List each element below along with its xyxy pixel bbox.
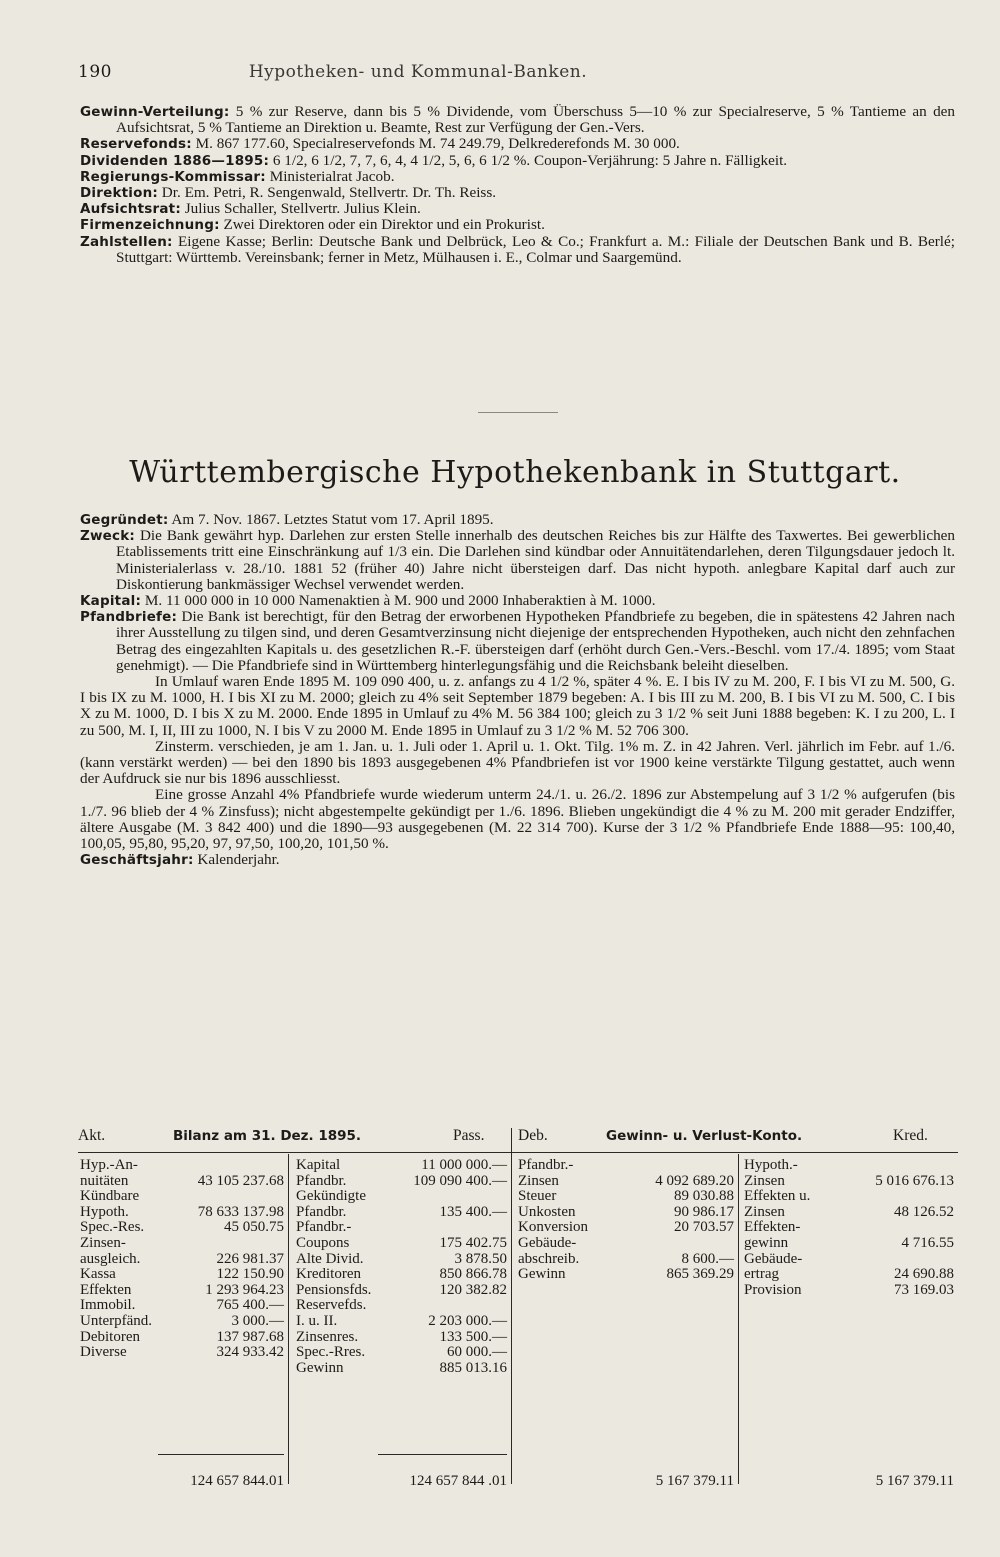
- guv-kredit: [744, 1158, 954, 1298]
- debet-item: Gebäude-: [518, 1234, 577, 1251]
- kredit-item: Hypoth.-: [744, 1157, 798, 1173]
- aktiva-amount: 122 150.90: [216, 1266, 284, 1283]
- aktiva-item: Immobil.: [80, 1297, 136, 1314]
- previous-bank-label: Gewinn-Verteilung:: [80, 104, 230, 120]
- kredit-row: [744, 1189, 954, 1205]
- aktiva-amount: 765 400.—: [216, 1297, 284, 1314]
- aktiva-item: Hypoth.: [80, 1203, 129, 1220]
- bank-entry: [80, 512, 955, 528]
- passiva-row: [296, 1330, 507, 1346]
- running-title: Hypotheken- und Kommunal-Banken.: [248, 62, 588, 82]
- debet-total: 5 167 379.11: [655, 1473, 734, 1489]
- previous-bank-section: [80, 104, 955, 266]
- kredit-item: ertrag: [744, 1266, 779, 1283]
- debet-row: [518, 1220, 734, 1236]
- financial-statements: [78, 1128, 958, 1508]
- previous-bank-entry: [80, 169, 955, 185]
- passiva-item: Kapital: [296, 1157, 341, 1173]
- aktiva-row: [80, 1252, 284, 1268]
- aktiva-item: Effekten: [80, 1281, 132, 1298]
- bank-label: Pfandbriefe:: [80, 609, 178, 626]
- passiva-item: Coupons: [296, 1234, 350, 1251]
- debet-item: Konversion: [518, 1219, 588, 1236]
- previous-bank-entry: [80, 185, 955, 201]
- aktiva-item: Unterpfänd.: [80, 1312, 153, 1329]
- passiva-row: [296, 1205, 507, 1221]
- section-divider: [478, 412, 558, 413]
- bank-entry: [80, 593, 955, 609]
- aktiva-row: [80, 1205, 284, 1221]
- bank-entry: [80, 609, 955, 674]
- page-header: [78, 62, 948, 86]
- passiva-item: Reservefds.: [296, 1297, 367, 1314]
- debet-amount: 90 986.17: [674, 1203, 734, 1220]
- kredit-row: [744, 1283, 954, 1299]
- kredit-row: [744, 1158, 954, 1174]
- debet-amount: 8 600.—: [681, 1250, 734, 1267]
- passiva-item: Pfandbr.: [296, 1203, 347, 1220]
- passiva-item: Spec.-Rres.: [296, 1344, 366, 1361]
- previous-bank-text: Ministerialrat Jacob.: [269, 167, 395, 185]
- kredit-total: 5 167 379.11: [875, 1473, 954, 1489]
- aktiva-amount: 45 050.75: [224, 1219, 284, 1236]
- previous-bank-entry: [80, 104, 955, 136]
- bilanz-aktiva: [80, 1158, 284, 1361]
- passiva-amount: 175 402.75: [439, 1234, 507, 1251]
- aktiva-amount: 324 933.42: [216, 1344, 284, 1361]
- guv-kred-label: Kred.: [893, 1127, 928, 1144]
- kredit-item: Gebäude-: [744, 1250, 803, 1267]
- passiva-item: Gewinn: [296, 1359, 344, 1376]
- bilanz-title: [173, 1128, 361, 1150]
- bilanz-pass-label: Pass.: [453, 1127, 485, 1144]
- table-header-rule: [78, 1152, 958, 1153]
- kredit-row: [744, 1174, 954, 1190]
- previous-bank-label: Firmenzeichnung:: [80, 217, 220, 234]
- kredit-amount: 4 716.55: [901, 1234, 954, 1251]
- passiva-row: [296, 1189, 507, 1205]
- page-number: 190: [78, 62, 112, 82]
- previous-bank-label: Direktion:: [80, 185, 158, 202]
- passiva-amount: 885 013.16: [439, 1359, 507, 1376]
- passiva-amount: 60 000.—: [447, 1344, 507, 1361]
- bank-label: Kapital:: [80, 593, 142, 610]
- kredit-item: Zinsen: [744, 1203, 785, 1220]
- passiva-row: [296, 1314, 507, 1330]
- debet-item: Unkosten: [518, 1203, 576, 1220]
- aktiva-row: [80, 1283, 284, 1299]
- aktiva-amount: 1 293 964.23: [205, 1281, 284, 1298]
- previous-bank-text: 6 1/2, 6 1/2, 7, 7, 6, 4, 4 1/2, 5, 6, 6 1/2 %. Coupon-Verjährung: 5 Jahre n. Fälligkeit.: [272, 151, 788, 169]
- debet-amount: 865 369.29: [666, 1266, 734, 1283]
- passiva-item: Pensionsfds.: [296, 1281, 372, 1298]
- aktiva-item: nuitäten: [80, 1172, 129, 1189]
- passiva-amount: 109 090 400.—: [413, 1172, 507, 1189]
- passiva-row: [296, 1252, 507, 1268]
- aktiva-row: [80, 1314, 284, 1330]
- passiva-row: [296, 1236, 507, 1252]
- kredit-row: [744, 1205, 954, 1221]
- bilanz-column-rule: [288, 1154, 289, 1484]
- debet-item: abschreib.: [518, 1250, 580, 1267]
- passiva-row: [296, 1267, 507, 1283]
- previous-bank-entry: [80, 201, 955, 217]
- previous-bank-text: Eigene Kasse; Berlin: Deutsche Bank und Delbrück, Leo & Co.; Frankfurt a. M.: Filiale der Deutschen Bank und B. Berlé; Stuttgart: Württemb. Vereinsbank; ferner in Metz, Mülhausen i. E., Colmar und Saargemünd.: [116, 232, 955, 266]
- aktiva-item: Diverse: [80, 1344, 127, 1361]
- previous-bank-text: 5 % zur Reserve, dann bis 5 % Dividende, vom Überschuss 5—10 % zur Specialreserve, 5 % Tantieme an den Aufsichtsrat, 5 % Tantieme an Direktion u. Beamte, Rest zur Verfügung der Gen.-Vers.: [116, 103, 956, 137]
- debet-row: [518, 1158, 734, 1174]
- bank-paragraph: Eine grosse Anzahl 4% Pfandbriefe wurde wiederum unterm 24./1. u. 26./2. 1896 zur Abstempelung auf 3 1/2 % aufgerufen (bis 1./7. 96 blieb der 4 % Zinsfuss); nicht abgestempelte gekündigt per 1./6. 1896. Blieben ungekündigt die 4 % zu M. 200 mit gerader Endziffer, ältere Ausgabe (M. 3 842 400) und die 1890—93 ausgegebenen (M. 22 314 700). Kurse der 3 1/2 % Pfandbriefe Ende 1888—95: 100,40, 100,05, 95,80, 95,20, 97, 97,50, 100,20, 101,50 %.: [80, 786, 955, 853]
- aktiva-row: [80, 1174, 284, 1190]
- table-separator-rule: [511, 1128, 512, 1484]
- previous-bank-label: Dividenden 1886—1895:: [80, 152, 270, 169]
- guv-deb-label: Deb.: [518, 1127, 548, 1144]
- debet-row: [518, 1174, 734, 1190]
- passiva-item: Zinsenres.: [296, 1328, 359, 1345]
- debet-row: [518, 1236, 734, 1252]
- bilanz-passiva: [296, 1158, 507, 1376]
- bank-paragraph: Zinsterm. verschieden, je am 1. Jan. u. 1. Juli oder 1. April u. 1. Okt. Tilg. 1% m. Z. in 42 Jahren. Verl. jährlich im Febr. auf 1./6. (kann verstärkt werden) — bei den 1890 bis 1893 ausgegebenen 4% Pfandbriefen ist vor 1900 keine verstärkte Tilgung gestattet, auch wenn der Aufdruck sie nur bis 1896 ausschliesst.: [80, 737, 955, 788]
- aktiva-item: ausgleich.: [80, 1250, 141, 1267]
- debet-amount: 89 030.88: [674, 1188, 734, 1205]
- debet-item: Zinsen: [518, 1172, 559, 1189]
- passiva-amount: 850 866.78: [439, 1266, 507, 1283]
- passiva-row: [296, 1345, 507, 1361]
- previous-bank-label: Aufsichtsrat:: [80, 201, 181, 218]
- debet-row: [518, 1267, 734, 1283]
- aktiva-row: [80, 1236, 284, 1252]
- previous-bank-text: Zwei Direktoren oder ein Direktor und ein Prokurist.: [223, 216, 545, 234]
- passiva-amount: 11 000 000.—: [421, 1157, 507, 1173]
- passiva-row: [296, 1158, 507, 1174]
- debet-item: Steuer: [518, 1188, 557, 1205]
- passiva-item: I. u. II.: [296, 1312, 338, 1329]
- debet-row: [518, 1189, 734, 1205]
- guv-title: [606, 1128, 802, 1150]
- previous-bank-label: Regierungs-Kommissar:: [80, 168, 266, 185]
- previous-bank-text: M. 867 177.60, Specialreservefonds M. 74 249.79, Delkrederefonds M. 30 000.: [195, 135, 680, 153]
- aktiva-amount: 43 105 237.68: [197, 1172, 284, 1189]
- passiva-total: 124 657 844 .01: [409, 1473, 507, 1489]
- aktiva-row: [80, 1345, 284, 1361]
- aktiva-item: Spec.-Res.: [80, 1219, 145, 1236]
- bank-paragraph: In Umlauf waren Ende 1895 M. 109 090 400, u. z. anfangs zu 4 1/2 %, später 4 %. E. I bis IV zu M. 200, F. I bis VI zu M. 500, G. I bis IX zu M. 1000, H. I bis XI zu M. 2000; gleich zu 4% seit September 1879 begeben: A. I bis III zu M. 200, B. I bis VI zu M. 500, C. I bis X zu M. 1000, D. I bis X zu M. 2000. Ende 1895 in Umlauf zu 4% M. 56 384 100; gleich zu 3 1/2 % seit Juni 1888 begeben: K. I zu 200, L. I zu 500, M. I, II, III zu 1000, N. I bis V zu 2000 M. Ende 1895 in Umlauf zu 3 1/2 % M. 52 706 300.: [80, 673, 955, 739]
- kredit-row: [744, 1236, 954, 1252]
- aktiva-row: [80, 1220, 284, 1236]
- aktiva-amount: 78 633 137.98: [197, 1203, 284, 1220]
- aktiva-row: [80, 1267, 284, 1283]
- bank-section: [80, 512, 955, 868]
- kredit-amount: 73 169.03: [894, 1281, 954, 1298]
- passiva-item: Pfandbr.-: [296, 1219, 352, 1236]
- guv-debet: [518, 1158, 734, 1283]
- kredit-item: Effekten-: [744, 1219, 801, 1236]
- debet-item: Gewinn: [518, 1266, 566, 1283]
- aktiva-row: [80, 1330, 284, 1346]
- passiva-amount: 120 382.82: [439, 1281, 507, 1298]
- passiva-row: [296, 1220, 507, 1236]
- kredit-row: [744, 1220, 954, 1236]
- previous-bank-label: Zahlstellen:: [80, 233, 173, 250]
- passiva-sum-rule: [378, 1454, 507, 1455]
- aktiva-row: [80, 1298, 284, 1314]
- passiva-item: Alte Divid.: [296, 1250, 364, 1267]
- passiva-row: [296, 1361, 507, 1377]
- aktiva-sum-rule: [158, 1454, 284, 1455]
- kredit-amount: 24 690.88: [894, 1266, 954, 1283]
- previous-bank-text: Dr. Em. Petri, R. Sengenwald, Stellvertr. Dr. Th. Reiss.: [161, 184, 497, 202]
- kredit-item: gewinn: [744, 1234, 789, 1251]
- bank-title: Württembergische Hypothekenbank in Stuttgart.: [129, 455, 901, 490]
- passiva-row: [296, 1283, 507, 1299]
- kredit-item: Provision: [744, 1281, 802, 1298]
- fiscal-year-text: Kalenderjahr.: [197, 851, 280, 869]
- bank-text: Die Bank ist berechtigt, für den Betrag der erworbenen Hypotheken Pfandbriefe zu begeben, die in spätestens 42 Jahren nach ihrer Ausstellung zu tilgen sind, und deren Gesamtverzinsung nicht diejenige der entsprechenden Hypotheken, auch nicht den zehnfachen Betrag des eingezahlten Kapitals u. des gesetzlichen R.-F. übersteigen darf (erhöht durch Gen.-Vers.-Beschl. vom 17./4. 1895; vom Staat genehmigt). — Die Pfandbriefe sind in Württemberg hinterlegungsfähig und die Reichsbank beleiht dieselben.: [116, 608, 955, 674]
- kredit-amount: 48 126.52: [894, 1203, 954, 1220]
- bank-text: M. 11 000 000 in 10 000 Namenaktien à M. 900 und 2000 Inhaberaktien à M. 1000.: [144, 592, 656, 610]
- aktiva-item: Kassa: [80, 1266, 116, 1283]
- previous-bank-entry: [80, 234, 955, 266]
- kredit-item: Effekten u.: [744, 1188, 811, 1205]
- fiscal-year-entry: [80, 852, 955, 868]
- passiva-item: Kreditoren: [296, 1266, 361, 1283]
- passiva-row: [296, 1174, 507, 1190]
- passiva-amount: 133 500.—: [439, 1328, 507, 1345]
- passiva-amount: 2 203 000.—: [428, 1312, 507, 1329]
- bank-entry: [80, 528, 955, 593]
- bilanz-akt-label: Akt.: [78, 1127, 106, 1144]
- aktiva-item: Zinsen-: [80, 1234, 126, 1251]
- passiva-amount: 135 400.—: [439, 1203, 507, 1220]
- kredit-row: [744, 1252, 954, 1268]
- passiva-item: Gekündigte: [296, 1188, 366, 1205]
- aktiva-amount: 137 987.68: [216, 1328, 284, 1345]
- guv-column-rule: [738, 1154, 739, 1484]
- passiva-row: [296, 1298, 507, 1314]
- aktiva-item: Kündbare: [80, 1188, 140, 1205]
- passiva-item: Pfandbr.: [296, 1172, 347, 1189]
- aktiva-total: 124 657 844.01: [190, 1473, 284, 1489]
- previous-bank-text: Julius Schaller, Stellvertr. Julius Klein.: [184, 200, 421, 218]
- aktiva-amount: 3 000.—: [231, 1312, 284, 1329]
- debet-row: [518, 1205, 734, 1221]
- bank-label: Zweck:: [80, 528, 135, 545]
- aktiva-row: [80, 1158, 284, 1174]
- kredit-item: Zinsen: [744, 1172, 785, 1189]
- kredit-row: [744, 1267, 954, 1283]
- fiscal-year-label: Geschäftsjahr:: [80, 852, 194, 869]
- debet-amount: 4 092 689.20: [655, 1172, 734, 1189]
- previous-bank-entry: [80, 136, 955, 152]
- debet-amount: 20 703.57: [674, 1219, 734, 1236]
- aktiva-row: [80, 1189, 284, 1205]
- bank-text: Die Bank gewährt hyp. Darlehen zur ersten Stelle innerhalb des deutschen Reiches bis zur Hälfte des Taxwertes. Bei gewerblichen Etablissements tritt eine Einschränkung auf 1/3 ein. Die Darlehen sind kündbar oder Annuitätendarlehen, deren Tilgungsdauer jedoch lt. Ministerialerlass v. 28./10. 1881 52 (früher 40) Jahre nicht übersteigen darf. Das nicht hypoth. anlegbare Kapital darf auch zur Diskontierung bankmässiger Wechsel verwendet werden.: [116, 527, 955, 593]
- aktiva-amount: 226 981.37: [216, 1250, 284, 1267]
- aktiva-item: Debitoren: [80, 1328, 140, 1345]
- bank-text: Am 7. Nov. 1867. Letztes Statut vom 17. April 1895.: [171, 511, 494, 528]
- previous-bank-entry: [80, 153, 955, 169]
- previous-bank-entry: [80, 217, 955, 233]
- debet-row: [518, 1252, 734, 1268]
- previous-bank-label: Reservefonds:: [80, 136, 192, 153]
- debet-item: Pfandbr.-: [518, 1157, 574, 1173]
- guv-title-text: Gewinn- u. Verlust-Konto.: [606, 1128, 803, 1144]
- aktiva-item: Hyp.-An-: [80, 1157, 138, 1173]
- bank-label: Gegründet:: [80, 512, 169, 528]
- bilanz-title-text: Bilanz am 31. Dez. 1895.: [173, 1128, 362, 1144]
- kredit-amount: 5 016 676.13: [875, 1172, 954, 1189]
- passiva-amount: 3 878.50: [454, 1250, 507, 1267]
